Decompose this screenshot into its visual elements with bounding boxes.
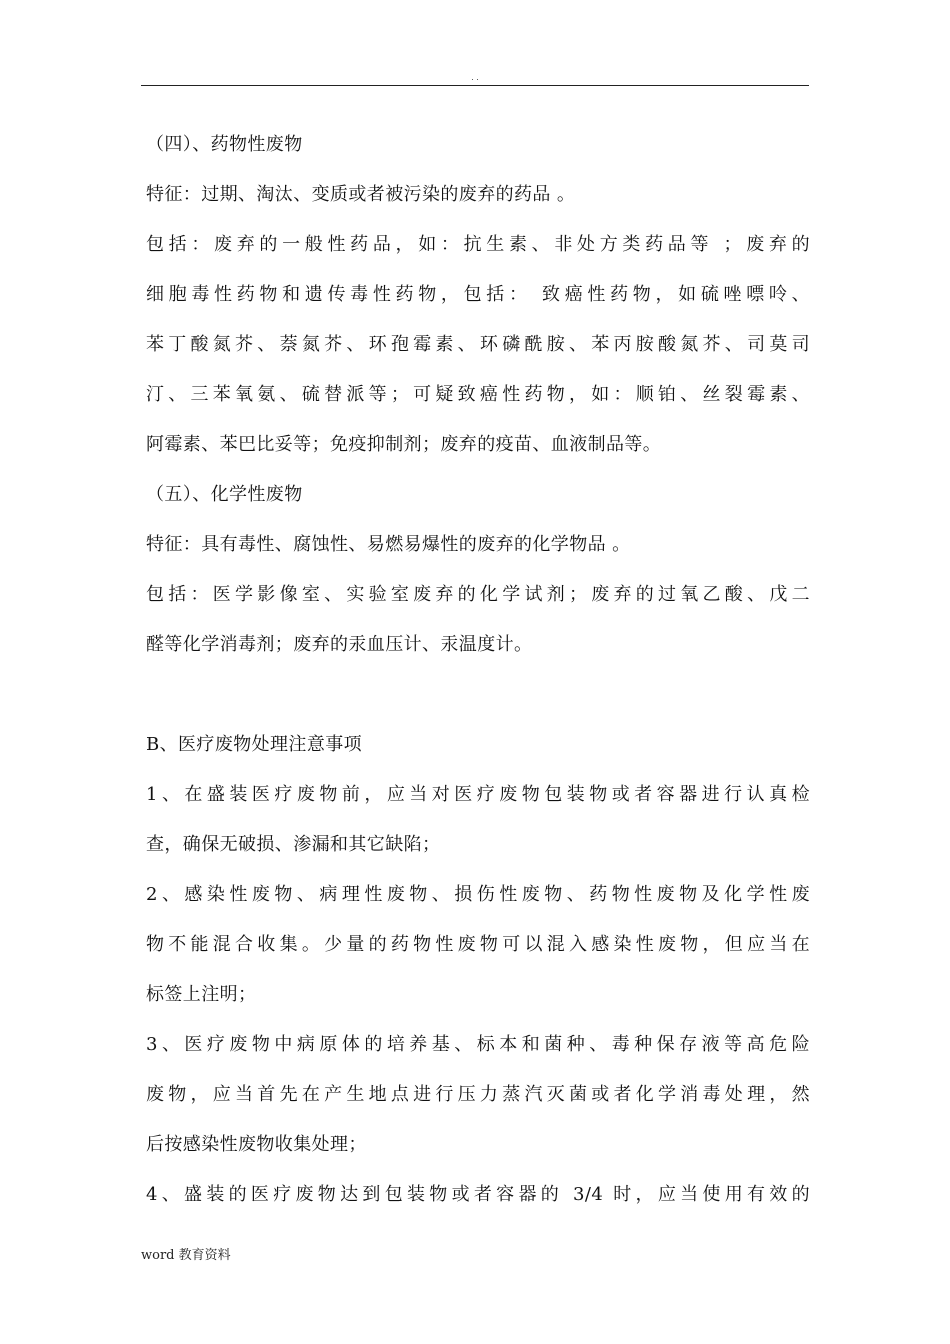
paragraph-line: 苯丁酸氮芥、萘氮芥、环孢霉素、环磷酰胺、苯丙胺酸氮芥、司莫司	[146, 334, 810, 355]
header-rule	[141, 85, 809, 86]
paragraph-line: 汀、三苯氧氨、硫替派等；可疑致癌性药物，如：顺铂、丝裂霉素、	[146, 384, 810, 405]
paragraph-line: 特征：过期、淘汰、变质或者被污染的废弃的药品 。	[146, 184, 576, 205]
paragraph-line: 后按感染性废物收集处理；	[146, 1134, 367, 1155]
paragraph-line: 2、感染性废物、病理性废物、损伤性废物、药物性废物及化学性废	[146, 884, 810, 905]
paragraph-line: 包括：废弃的一般性药品，如：抗生素、非处方类药品等 ；废弃的	[146, 234, 810, 255]
paragraph-line: 标签上注明；	[146, 984, 257, 1005]
section-heading-chemical-waste: （五）、化学性废物	[146, 484, 303, 505]
paragraph-line: 4、盛装的医疗废物达到包装物或者容器的 3/4 时，应当使用有效的	[146, 1184, 810, 1205]
paragraph-line: 醛等化学消毒剂；废弃的汞血压计、汞温度计。	[146, 634, 533, 655]
footer-label: word 教育资料	[141, 1248, 231, 1263]
paragraph-line: 阿霉素、苯巴比妥等；免疫抑制剂；废弃的疫苗、血液制品等。	[146, 434, 662, 455]
header-mark: . .	[471, 72, 479, 82]
blank-line	[146, 670, 810, 720]
paragraph-line: 特征：具有毒性、腐蚀性、易燃易爆性的废弃的化学物品 。	[146, 534, 631, 555]
paragraph-line: 物不能混合收集。少量的药物性废物可以混入感染性废物，但应当在	[146, 934, 810, 955]
section-heading-pharmaceutical-waste: （四）、药物性废物	[146, 134, 303, 155]
section-heading-disposal-notes: B、医疗废物处理注意事项	[146, 734, 363, 755]
document-body	[146, 120, 810, 1220]
paragraph-line: 查，确保无破损、渗漏和其它缺陷；	[146, 834, 441, 855]
paragraph-line: 废物，应当首先在产生地点进行压力蒸汽灭菌或者化学消毒处理，然	[146, 1084, 810, 1105]
paragraph-line: 3、医疗废物中病原体的培养基、标本和菌种、毒种保存液等高危险	[146, 1034, 810, 1055]
paragraph-line: 1、在盛装医疗废物前，应当对医疗废物包装物或者容器进行认真检	[146, 784, 810, 805]
paragraph-line: 包括：医学影像室、实验室废弃的化学试剂；废弃的过氧乙酸、戊二	[146, 584, 810, 605]
paragraph-line: 细胞毒性药物和遗传毒性药物，包括： 致癌性药物，如硫唑嘌呤、	[146, 284, 810, 305]
